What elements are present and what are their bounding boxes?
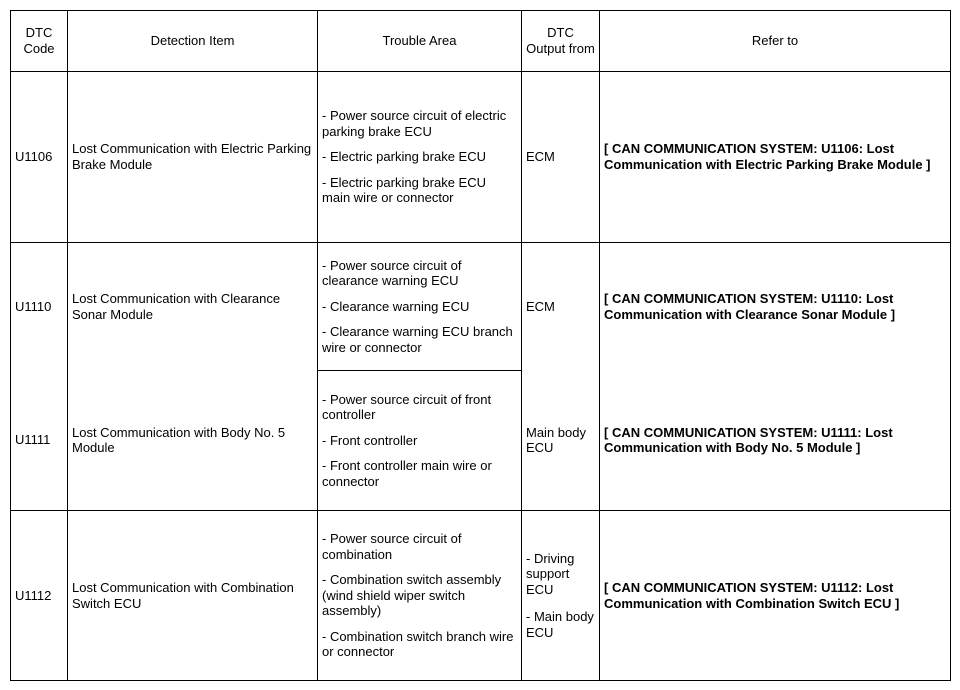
header-dtc-output-from: DTC Output from [522,11,600,72]
output-item: - Main body ECU [526,609,594,640]
trouble-area-item: - Front controller main wire or connector [322,458,492,489]
refer-to-link[interactable]: [ CAN COMMUNICATION SYSTEM: U1106: Lost Communication with Electric Parking Brake Module ] [600,72,951,243]
header-trouble-area: Trouble Area [318,11,522,72]
dtc-code: U1112 [11,511,68,681]
output-item: - Driving support ECU [526,550,575,597]
trouble-area-item: - Power source circuit of combination [322,530,462,562]
header-row [11,11,951,72]
trouble-area [318,243,522,371]
dtc-output-from [522,371,600,511]
refer-to-link[interactable]: [ CAN COMMUNICATION SYSTEM: U1112: Lost Communication with Combination Switch ECU ] [600,511,951,681]
trouble-area-item: - Front controller [322,432,418,448]
trouble-area-item: - Combination switch branch wire or connector [322,628,514,660]
output-item: ECM [526,298,555,314]
dtc-output-from [522,72,600,243]
table-row [11,72,951,243]
detection-item: Lost Communication with Electric Parking Brake Module [68,72,318,243]
dtc-code: U1106 [11,72,68,243]
dtc-table [10,10,951,681]
table-row [11,371,951,511]
trouble-area-item: - Combination switch assembly (wind shield wiper switch assembly) [322,572,502,619]
trouble-area-item: - Power source circuit of clearance warning ECU [322,257,462,289]
table-row [11,243,951,371]
trouble-area-item: - Electric parking brake ECU main wire or connector [322,174,486,206]
table-row [11,511,951,681]
trouble-area-item: - Power source circuit of front controller [322,391,492,423]
dtc-table-container [10,10,951,681]
trouble-area [318,371,522,511]
trouble-area-item: - Clearance warning ECU branch wire or connector [322,324,513,355]
header-refer-to: Refer to [600,11,951,72]
refer-to-link[interactable]: [ CAN COMMUNICATION SYSTEM: U1110: Lost Communication with Clearance Sonar Module ] [600,243,951,371]
trouble-area-item: - Clearance warning ECU [322,298,470,314]
detection-item: Lost Communication with Combination Switch ECU [68,511,318,681]
dtc-code: U1111 [11,371,68,511]
trouble-area-item: - Power source circuit of electric parking brake ECU [322,108,507,139]
dtc-output-from [522,511,600,681]
trouble-area [318,511,522,681]
dtc-code: U1110 [11,243,68,371]
detection-item: Lost Communication with Clearance Sonar Module [68,243,318,371]
output-item: Main body ECU [526,424,586,456]
refer-to-link[interactable]: [ CAN COMMUNICATION SYSTEM: U1111: Lost Communication with Body No. 5 Module ] [600,371,951,511]
trouble-area [318,72,522,243]
dtc-output-from [522,243,600,371]
header-detection-item: Detection Item [68,11,318,72]
trouble-area-item: - Electric parking brake ECU [322,149,486,165]
output-item: ECM [526,149,555,165]
header-dtc-code: DTC Code [11,11,68,72]
detection-item: Lost Communication with Body No. 5 Module [68,371,318,511]
